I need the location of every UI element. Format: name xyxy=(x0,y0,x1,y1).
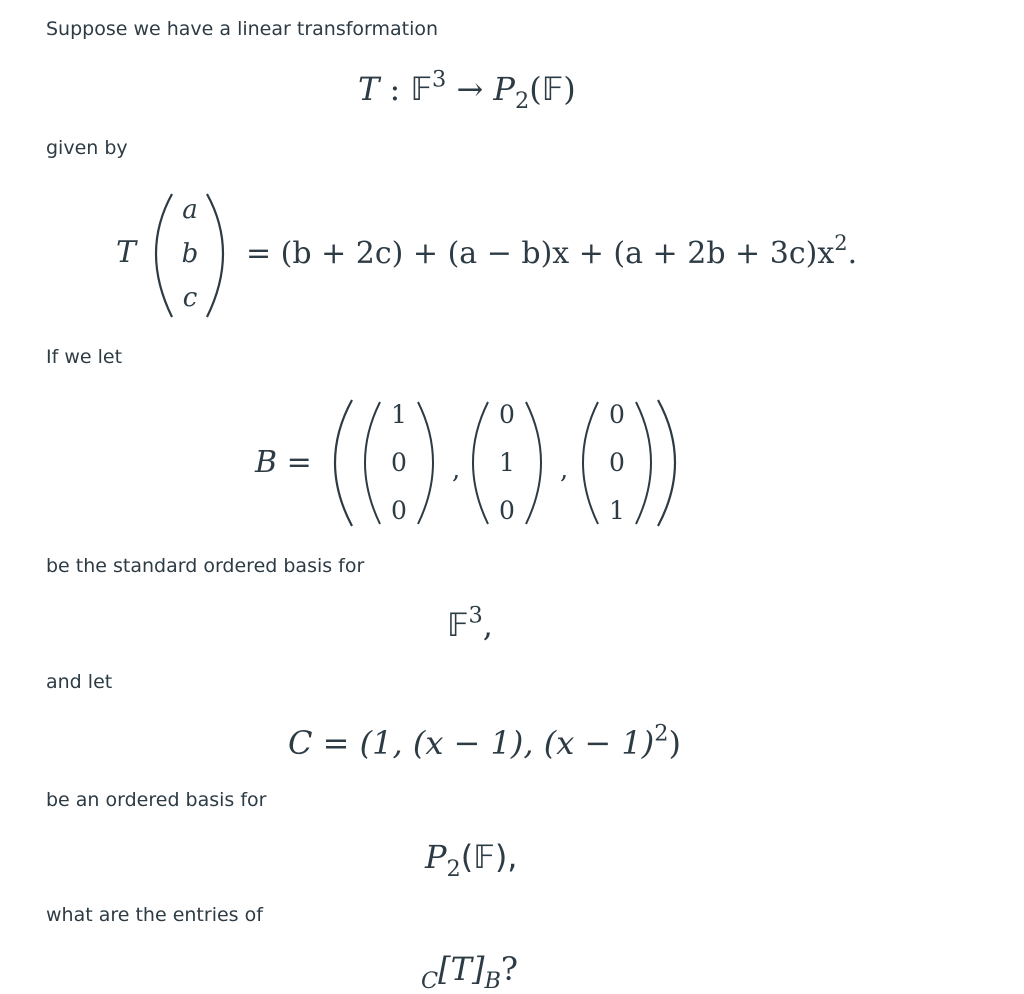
and-let-text: and let xyxy=(46,671,113,693)
subscript-2: 2 xyxy=(446,855,461,882)
field-F: 𝔽 xyxy=(447,606,469,644)
basis-C-text: C = (1, (x − 1), (x − 1) xyxy=(288,724,655,762)
paren-right: ) xyxy=(668,724,681,762)
symbol-P: P xyxy=(493,70,515,108)
subscript-B: B xyxy=(484,967,501,994)
question-mark: ? xyxy=(500,950,519,988)
svg-text:1: 1 xyxy=(499,448,515,477)
field-F3 xyxy=(447,602,493,644)
svg-text:0: 0 xyxy=(391,496,407,525)
exponent-3: 3 xyxy=(432,66,447,93)
vector-entry-c: c xyxy=(182,283,198,313)
formula-rhs: = $(b + 2c) + (a - b)x + (a + 2b + 3c)x^2$. xyxy=(246,231,858,271)
svg-text:1: 1 xyxy=(609,496,625,525)
svg-text:0: 0 xyxy=(609,400,625,429)
left-paren xyxy=(156,194,172,317)
svg-text:1: 1 xyxy=(391,400,407,429)
colon: : xyxy=(389,70,401,108)
outer-left-paren xyxy=(335,400,352,526)
comma: , xyxy=(482,606,493,644)
symbol-T: T xyxy=(358,70,380,108)
basis-vector-1 xyxy=(365,400,433,525)
exponent-2: 2 xyxy=(654,720,669,747)
svg-text:0: 0 xyxy=(391,448,407,477)
vector-entry-a: a xyxy=(182,195,198,225)
basis-vector-2 xyxy=(473,400,541,525)
presubscript-C: C xyxy=(421,967,439,994)
ordered-basis-text: be an ordered basis for xyxy=(46,789,267,811)
field-F: 𝔽 xyxy=(541,70,564,108)
standard-basis-text: be the standard ordered basis for xyxy=(46,555,365,577)
polynomial-space xyxy=(425,838,518,882)
basis-B-formula xyxy=(0,392,1024,532)
comma-2: , xyxy=(560,455,569,485)
intro-text: Suppose we have a linear transformation xyxy=(46,18,439,40)
basis-B-label: B = xyxy=(255,445,312,480)
outer-right-paren xyxy=(658,400,675,526)
given-by-text: given by xyxy=(46,137,128,159)
paren-right: ) xyxy=(563,70,576,108)
transformation-formula xyxy=(0,182,1024,322)
map-formula xyxy=(358,66,576,114)
subscript-2: 2 xyxy=(514,87,530,114)
svg-text:0: 0 xyxy=(499,400,515,429)
bracket-T: [T] xyxy=(438,950,485,988)
if-we-let-text: If we let xyxy=(46,346,123,368)
svg-text:0: 0 xyxy=(499,496,515,525)
matrix-representation xyxy=(421,950,519,994)
question-text: what are the entries of xyxy=(46,904,263,926)
symbol-P: P xyxy=(425,838,447,876)
vector-entry-b: b xyxy=(181,239,199,269)
svg-text:0: 0 xyxy=(609,448,625,477)
basis-C-formula xyxy=(288,720,681,762)
exponent-3: 3 xyxy=(468,602,483,629)
arrow: → xyxy=(456,70,484,108)
symbol-T: T xyxy=(116,235,137,270)
basis-vector-3 xyxy=(583,400,651,525)
comma-1: , xyxy=(452,455,461,485)
right-paren xyxy=(207,194,223,317)
field-F: 𝔽 xyxy=(410,70,433,108)
paren-left: ( xyxy=(529,70,542,108)
field-F-paren: (𝔽), xyxy=(460,838,518,876)
